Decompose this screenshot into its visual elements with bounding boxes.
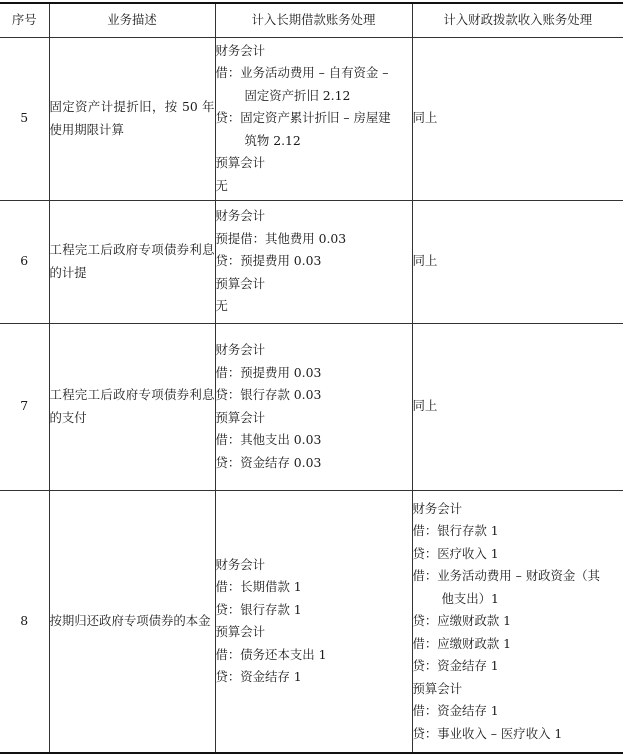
entry-line: 财务会计 — [215, 556, 266, 572]
entry-line: 贷：应缴财政款 1 — [412, 613, 512, 628]
fiscal-income-entries — [412, 37, 623, 200]
row-description: 工程完工后政府专项债券利息的支付 — [49, 323, 215, 490]
entry-line: 预算会计 — [215, 155, 266, 171]
entry-line: 借：银行存款 1 — [412, 523, 499, 538]
entry-line: 预提借：其他费用 0.03 — [215, 230, 347, 246]
entry-line: 无 — [215, 298, 228, 314]
fiscal-income-entries — [412, 323, 623, 490]
table-row — [0, 37, 623, 200]
row-seq: 8 — [0, 490, 49, 753]
row-seq: 7 — [0, 323, 49, 490]
entry-line: 财务会计 — [215, 208, 266, 224]
entry-line: 固定资产折旧 2.12 — [244, 87, 351, 103]
accounting-table — [0, 2, 623, 754]
fiscal-income-entries — [412, 490, 623, 753]
entry-line: 财务会计 — [215, 42, 266, 58]
entry-line: 借：业务活动费用 – 自有资金 – — [215, 65, 389, 81]
entry-line: 他支出）1 — [441, 590, 499, 606]
entry-line: 贷：预提费用 0.03 — [215, 253, 322, 269]
entry-line: 贷：事业收入 – 医疗收入 1 — [412, 725, 563, 741]
long-term-loan-entries — [215, 37, 412, 200]
header-seq: 序号 — [0, 3, 49, 37]
entry-line: 贷：资金结存 1 — [215, 669, 302, 685]
entry-line: 贷：资金结存 1 — [412, 658, 499, 673]
entry-line: 借：其他支出 0.03 — [215, 432, 322, 447]
entry-line: 借：业务活动费用 – 财政资金（其 — [412, 568, 601, 583]
entry-line: 同上 — [412, 110, 438, 126]
row-seq: 6 — [0, 200, 49, 323]
entry-line: 预算会计 — [215, 275, 266, 291]
entry-line: 预算会计 — [412, 680, 463, 696]
entry-line: 借：应缴财政款 1 — [412, 635, 512, 651]
entry-line: 贷：医疗收入 1 — [412, 545, 499, 561]
table-row — [0, 323, 623, 490]
entry-line: 贷：固定资产累计折旧 – 房屋建 — [215, 110, 391, 126]
entry-line: 财务会计 — [215, 342, 266, 357]
long-term-loan-entries — [215, 490, 412, 753]
entry-line: 预算会计 — [215, 624, 266, 640]
entry-line: 无 — [215, 177, 228, 193]
entry-line: 借：长期借款 1 — [215, 579, 302, 595]
header-long-term-loan: 计入长期借款账务处理 — [215, 3, 412, 37]
row-description: 工程完工后政府专项债券利息的计提 — [49, 200, 215, 323]
row-description: 固定资产计提折旧，按 50 年使用期限计算 — [49, 37, 215, 200]
table-header-row — [0, 3, 623, 37]
row-description: 按期归还政府专项债券的本金 — [49, 490, 215, 753]
entry-line: 财务会计 — [412, 500, 463, 516]
long-term-loan-entries — [215, 323, 412, 490]
entry-line: 借：资金结存 1 — [412, 703, 499, 718]
entry-line: 借：债务还本支出 1 — [215, 646, 327, 662]
header-description: 业务描述 — [49, 3, 215, 37]
entry-line: 筑物 2.12 — [244, 132, 301, 148]
header-fiscal-income: 计入财政拨款收入账务处理 — [412, 3, 623, 37]
long-term-loan-entries — [215, 200, 412, 323]
entry-line: 同上 — [412, 253, 438, 269]
entry-line: 贷：资金结存 0.03 — [215, 454, 322, 470]
entry-line: 贷：银行存款 0.03 — [215, 387, 322, 402]
entry-line: 同上 — [412, 398, 438, 414]
fiscal-income-entries — [412, 200, 623, 323]
table-row — [0, 490, 623, 753]
entry-line: 预算会计 — [215, 409, 266, 425]
entry-line: 贷：银行存款 1 — [215, 601, 302, 617]
table-row — [0, 200, 623, 323]
entry-line: 借：预提费用 0.03 — [215, 364, 322, 380]
row-seq: 5 — [0, 37, 49, 200]
